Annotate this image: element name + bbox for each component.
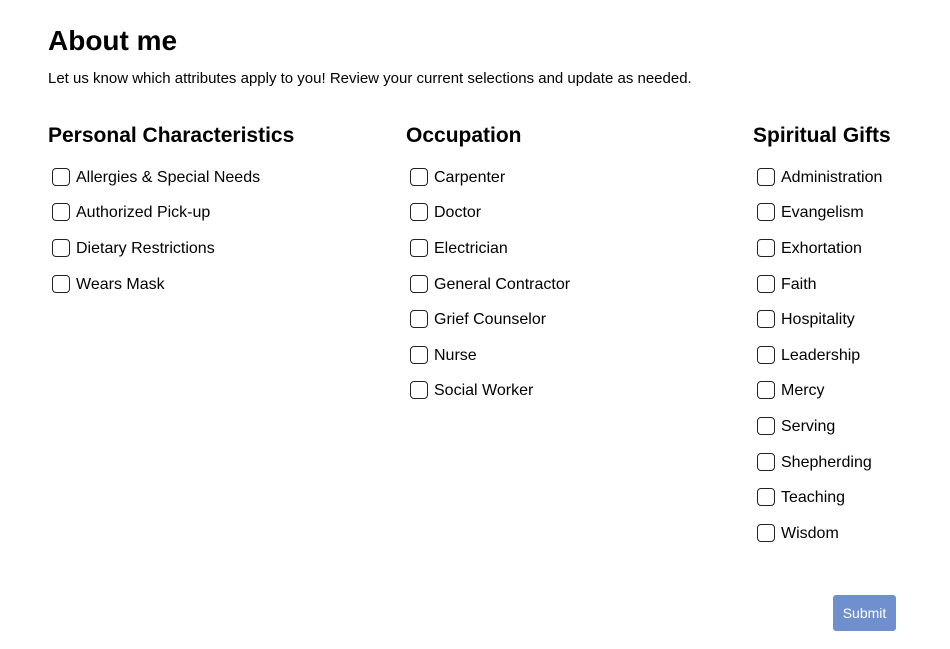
- option-label: Exhortation: [781, 239, 862, 257]
- option-label: Nurse: [434, 346, 477, 364]
- personal-characteristics-heading: Personal Characteristics: [48, 124, 295, 147]
- option-label: General Contractor: [434, 275, 571, 293]
- option-label: Authorized Pick-up: [76, 204, 211, 222]
- option-faith[interactable]: [753, 267, 891, 303]
- option-teaching[interactable]: [753, 480, 891, 516]
- checkbox[interactable]: [52, 239, 70, 257]
- option-label: Grief Counselor: [434, 311, 547, 329]
- checkbox[interactable]: [410, 239, 428, 257]
- option-label: Dietary Restrictions: [76, 239, 215, 257]
- checkbox[interactable]: [757, 239, 775, 257]
- option-label: Faith: [781, 275, 817, 293]
- option-nurse[interactable]: [406, 338, 570, 374]
- option-evangelism[interactable]: [753, 196, 891, 232]
- option-label: Wisdom: [781, 524, 839, 542]
- option-label: Mercy: [781, 382, 825, 400]
- checkbox[interactable]: [757, 381, 775, 399]
- checkbox[interactable]: [757, 168, 775, 186]
- occupation-list: [406, 160, 570, 409]
- checkbox[interactable]: [410, 381, 428, 399]
- checkbox[interactable]: [410, 275, 428, 293]
- option-label: Leadership: [781, 346, 861, 364]
- checkbox[interactable]: [757, 203, 775, 221]
- spiritual-gifts-heading: Spiritual Gifts: [753, 124, 891, 147]
- option-hospitality[interactable]: [753, 302, 891, 338]
- option-label: Administration: [781, 168, 883, 186]
- checkbox[interactable]: [757, 453, 775, 471]
- option-label: Doctor: [434, 204, 482, 222]
- option-dietary-restrictions[interactable]: [48, 231, 294, 267]
- option-label: Electrician: [434, 239, 508, 257]
- option-electrician[interactable]: [406, 231, 570, 267]
- checkbox[interactable]: [410, 310, 428, 328]
- option-doctor[interactable]: [406, 196, 570, 232]
- option-authorized-pick-up[interactable]: [48, 196, 294, 232]
- option-label: Hospitality: [781, 311, 855, 329]
- option-shepherding[interactable]: [753, 445, 891, 481]
- option-allergies-special-needs[interactable]: [48, 160, 294, 196]
- checkbox[interactable]: [757, 275, 775, 293]
- checkbox[interactable]: [52, 203, 70, 221]
- option-wears-mask[interactable]: [48, 267, 294, 303]
- checkbox[interactable]: [757, 310, 775, 328]
- spiritual-gifts-list: [753, 160, 891, 552]
- submit-button[interactable]: Submit: [833, 595, 896, 631]
- option-label: Social Worker: [434, 382, 534, 400]
- option-label: Serving: [781, 417, 836, 435]
- option-label: Allergies & Special Needs: [76, 168, 261, 186]
- option-mercy[interactable]: [753, 374, 891, 410]
- option-carpenter[interactable]: [406, 160, 570, 196]
- option-general-contractor[interactable]: [406, 267, 570, 303]
- occupation-section: [406, 122, 570, 409]
- occupation-heading: Occupation: [406, 124, 522, 147]
- checkbox[interactable]: [52, 275, 70, 293]
- checkbox[interactable]: [410, 203, 428, 221]
- checkbox[interactable]: [757, 417, 775, 435]
- option-leadership[interactable]: [753, 338, 891, 374]
- option-administration[interactable]: [753, 160, 891, 196]
- checkbox[interactable]: [52, 168, 70, 186]
- checkbox[interactable]: [410, 168, 428, 186]
- option-label: Shepherding: [781, 453, 872, 471]
- option-label: Teaching: [781, 489, 846, 507]
- option-social-worker[interactable]: [406, 374, 570, 410]
- option-wisdom[interactable]: [753, 516, 891, 552]
- checkbox[interactable]: [410, 346, 428, 364]
- option-label: Evangelism: [781, 204, 864, 222]
- checkbox[interactable]: [757, 346, 775, 364]
- page-subtitle: Let us know which attributes apply to you! Review your current selections and update as needed.: [48, 70, 692, 87]
- spiritual-gifts-section: [753, 122, 891, 552]
- page-title: About me: [48, 25, 178, 56]
- checkbox[interactable]: [757, 488, 775, 506]
- option-serving[interactable]: [753, 409, 891, 445]
- option-label: Wears Mask: [76, 275, 165, 293]
- personal-characteristics-list: [48, 160, 294, 302]
- option-grief-counselor[interactable]: [406, 302, 570, 338]
- personal-characteristics-section: [48, 122, 294, 302]
- option-exhortation[interactable]: [753, 231, 891, 267]
- option-label: Carpenter: [434, 168, 506, 186]
- checkbox[interactable]: [757, 524, 775, 542]
